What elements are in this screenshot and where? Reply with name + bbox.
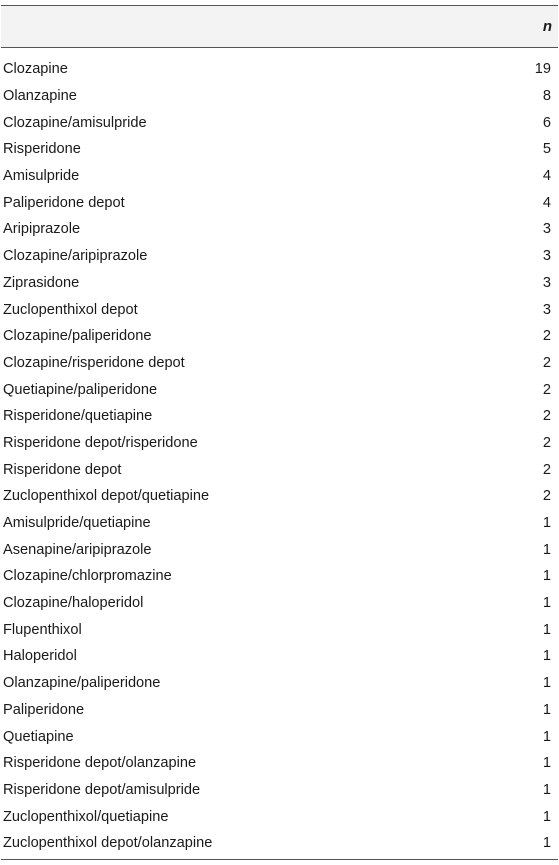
drug-name-cell: Clozapine/chlorpromazine xyxy=(3,568,172,585)
drug-name-cell: Aripiprazole xyxy=(3,221,81,238)
table-row xyxy=(1,109,558,136)
table-row xyxy=(1,189,558,216)
table-row xyxy=(1,243,558,270)
drug-name-cell: Ziprasidone xyxy=(3,274,80,291)
table-row xyxy=(1,56,558,83)
count-cell: 6 xyxy=(542,114,551,131)
count-cell: 1 xyxy=(542,835,551,852)
drug-name-cell: Amisulpride xyxy=(3,168,80,185)
bottom-rule xyxy=(1,859,558,860)
table-row xyxy=(1,616,558,643)
drug-name-cell: Clozapine/aripiprazole xyxy=(3,248,148,265)
table-row xyxy=(1,777,558,804)
count-cell: 2 xyxy=(542,354,551,371)
table-row xyxy=(1,643,558,670)
drug-name-cell: Zuclopenthixol/quetiapine xyxy=(3,808,169,825)
table-row xyxy=(1,376,558,403)
table-row xyxy=(1,456,558,483)
count-cell: 1 xyxy=(542,515,551,532)
table-row xyxy=(1,590,558,617)
count-cell: 1 xyxy=(542,595,551,612)
data-table xyxy=(1,5,558,860)
table-row xyxy=(1,270,558,297)
count-cell: 3 xyxy=(542,221,551,238)
table-row xyxy=(1,216,558,243)
count-cell: 2 xyxy=(542,408,551,425)
drug-name-cell: Clozapine xyxy=(3,61,68,78)
count-cell: 1 xyxy=(542,755,551,772)
drug-name-cell: Flupenthixol xyxy=(3,621,82,638)
drug-name-cell: Risperidone xyxy=(3,141,81,158)
drug-name-cell: Clozapine/amisulpride xyxy=(3,114,147,131)
drug-name-cell: Clozapine/paliperidone xyxy=(3,328,152,345)
count-cell: 2 xyxy=(542,434,551,451)
count-cell: 2 xyxy=(542,488,551,505)
count-cell: 1 xyxy=(542,808,551,825)
drug-name-cell: Quetiapine xyxy=(3,728,74,745)
table-row xyxy=(1,563,558,590)
drug-name-cell: Olanzapine xyxy=(3,88,77,105)
table-row xyxy=(1,83,558,110)
count-cell: 3 xyxy=(542,301,551,318)
drug-name-cell: Risperidone depot xyxy=(3,461,122,478)
count-cell: 8 xyxy=(542,88,551,105)
table-row xyxy=(1,697,558,724)
drug-name-cell: Risperidone depot/olanzapine xyxy=(3,755,197,772)
count-cell: 1 xyxy=(542,648,551,665)
count-cell: 4 xyxy=(542,194,551,211)
count-cell: 3 xyxy=(542,274,551,291)
drug-name-cell: Quetiapine/paliperidone xyxy=(3,381,158,398)
drug-name-cell: Clozapine/haloperidol xyxy=(3,595,144,612)
table-row xyxy=(1,536,558,563)
table-row xyxy=(1,403,558,430)
table-row xyxy=(1,670,558,697)
count-cell: 1 xyxy=(542,781,551,798)
table-row xyxy=(1,323,558,350)
count-cell: 1 xyxy=(542,541,551,558)
drug-name-cell: Zuclopenthixol depot xyxy=(3,301,138,318)
drug-name-cell: Amisulpride/quetiapine xyxy=(3,515,151,532)
drug-name-cell: Asenapine/aripiprazole xyxy=(3,541,152,558)
table-row xyxy=(1,163,558,190)
table-row xyxy=(1,296,558,323)
count-cell: 3 xyxy=(542,248,551,265)
count-cell: 1 xyxy=(542,728,551,745)
table-row xyxy=(1,350,558,377)
table-row xyxy=(1,136,558,163)
count-cell: 19 xyxy=(534,61,551,78)
count-column-header: n xyxy=(542,18,552,35)
count-cell: 1 xyxy=(542,675,551,692)
drug-name-cell: Clozapine/risperidone depot xyxy=(3,354,185,371)
drug-name-cell: Zuclopenthixol depot/olanzapine xyxy=(3,835,213,852)
count-cell: 1 xyxy=(542,621,551,638)
count-cell: 5 xyxy=(542,141,551,158)
count-cell: 4 xyxy=(542,168,551,185)
table-header xyxy=(1,6,558,47)
table-row xyxy=(1,803,558,830)
drug-name-cell: Paliperidone xyxy=(3,701,85,718)
count-cell: 1 xyxy=(542,701,551,718)
table-row xyxy=(1,723,558,750)
drug-name-cell: Paliperidone depot xyxy=(3,194,125,211)
count-cell: 2 xyxy=(542,381,551,398)
drug-name-cell: Olanzapine/paliperidone xyxy=(3,675,161,692)
drug-name-cell: Risperidone/quetiapine xyxy=(3,408,153,425)
table-row xyxy=(1,510,558,537)
count-cell: 2 xyxy=(542,461,551,478)
table-row xyxy=(1,430,558,457)
table-row xyxy=(1,750,558,777)
table-body xyxy=(1,48,558,857)
count-cell: 1 xyxy=(542,568,551,585)
drug-name-cell: Risperidone depot/risperidone xyxy=(3,434,198,451)
table-row xyxy=(1,830,558,857)
drug-name-cell: Risperidone depot/amisulpride xyxy=(3,781,201,798)
drug-name-cell: Zuclopenthixol depot/quetiapine xyxy=(3,488,210,505)
table-row xyxy=(1,483,558,510)
count-cell: 2 xyxy=(542,328,551,345)
drug-name-cell: Haloperidol xyxy=(3,648,77,665)
